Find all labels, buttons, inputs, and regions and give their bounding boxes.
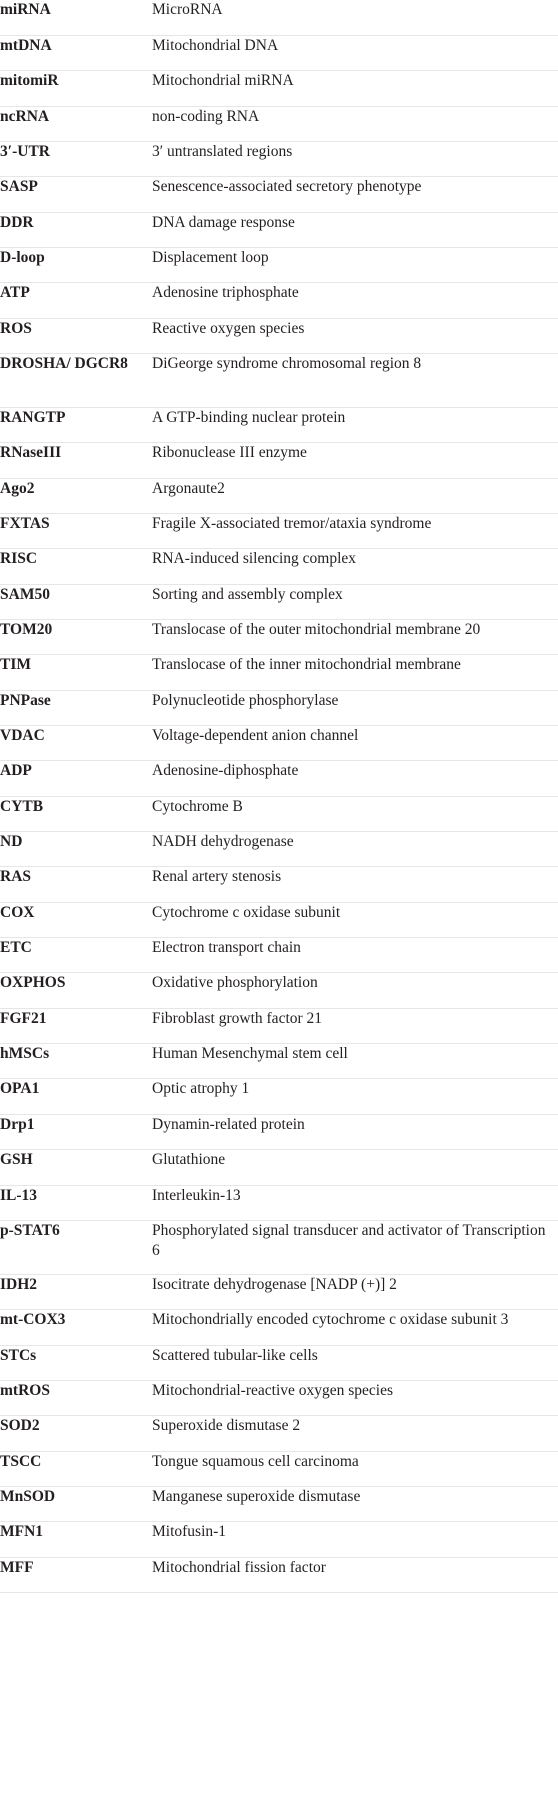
abbreviation-definition: Mitochondrial fission factor xyxy=(152,1557,558,1592)
abbreviation-term: Drp1 xyxy=(0,1114,152,1149)
table-row xyxy=(0,106,558,141)
abbreviation-definition: Scattered tubular-like cells xyxy=(152,1345,558,1380)
table-row xyxy=(0,247,558,282)
table-row xyxy=(0,212,558,247)
table-row xyxy=(0,0,558,35)
table-row xyxy=(0,283,558,318)
table-row xyxy=(0,1557,558,1592)
abbreviation-term: PNPase xyxy=(0,690,152,725)
table-row xyxy=(0,177,558,212)
abbreviation-term: SOD2 xyxy=(0,1416,152,1451)
abbreviation-definition: DNA damage response xyxy=(152,212,558,247)
abbreviation-definition: Senescence-associated secretory phenotype xyxy=(152,177,558,212)
table-row xyxy=(0,1310,558,1345)
table-row xyxy=(0,71,558,106)
table-row xyxy=(0,513,558,548)
table-row xyxy=(0,141,558,176)
abbreviation-definition: Fibroblast growth factor 21 xyxy=(152,1008,558,1043)
abbreviation-definition: Mitofusin-1 xyxy=(152,1522,558,1557)
table-row xyxy=(0,690,558,725)
abbreviation-term: MnSOD xyxy=(0,1486,152,1521)
abbreviation-definition: NADH dehydrogenase xyxy=(152,832,558,867)
table-row xyxy=(0,318,558,353)
abbreviation-definition: Displacement loop xyxy=(152,247,558,282)
table-row xyxy=(0,1220,558,1274)
abbreviation-definition: Adenosine triphosphate xyxy=(152,283,558,318)
abbreviation-definition: Manganese superoxide dismutase xyxy=(152,1486,558,1521)
table-row xyxy=(0,796,558,831)
abbreviation-definition: Superoxide dismutase 2 xyxy=(152,1416,558,1451)
abbreviation-definition: Optic atrophy 1 xyxy=(152,1079,558,1114)
abbreviation-definition: Voltage-dependent anion channel xyxy=(152,726,558,761)
abbreviation-term: RANGTP xyxy=(0,407,152,442)
abbreviation-definition: Mitochondrially encoded cytochrome c oxidase subunit 3 xyxy=(152,1310,558,1345)
abbreviation-definition: Glutathione xyxy=(152,1150,558,1185)
table-row xyxy=(0,620,558,655)
abbreviation-term: IDH2 xyxy=(0,1274,152,1309)
abbreviation-definition: Renal artery stenosis xyxy=(152,867,558,902)
abbreviation-term: OXPHOS xyxy=(0,973,152,1008)
abbreviation-definition: Ribonuclease III enzyme xyxy=(152,443,558,478)
abbreviation-term: SAM50 xyxy=(0,584,152,619)
abbreviation-definition: Adenosine-diphosphate xyxy=(152,761,558,796)
abbreviation-definition: Reactive oxygen species xyxy=(152,318,558,353)
table-row xyxy=(0,1380,558,1415)
table-row xyxy=(0,407,558,442)
table-row xyxy=(0,1345,558,1380)
abbreviation-term: SASP xyxy=(0,177,152,212)
table-row xyxy=(0,1416,558,1451)
abbreviation-definition: Dynamin-related protein xyxy=(152,1114,558,1149)
abbreviation-definition: Argonaute2 xyxy=(152,478,558,513)
abbreviation-definition: 3′ untranslated regions xyxy=(152,141,558,176)
table-row xyxy=(0,1008,558,1043)
abbreviation-term: mt-COX3 xyxy=(0,1310,152,1345)
table-row xyxy=(0,1185,558,1220)
abbreviation-term: IL-13 xyxy=(0,1185,152,1220)
abbreviation-term: ETC xyxy=(0,938,152,973)
abbreviation-definition: Oxidative phosphorylation xyxy=(152,973,558,1008)
table-row xyxy=(0,832,558,867)
abbreviation-term: ROS xyxy=(0,318,152,353)
table-row xyxy=(0,353,558,407)
table-row xyxy=(0,443,558,478)
table-row xyxy=(0,1114,558,1149)
abbreviation-term: GSH xyxy=(0,1150,152,1185)
abbreviation-term: FXTAS xyxy=(0,513,152,548)
abbreviation-term: D-loop xyxy=(0,247,152,282)
abbreviation-definition: Human Mesenchymal stem cell xyxy=(152,1044,558,1079)
abbreviation-definition: Translocase of the outer mitochondrial membrane 20 xyxy=(152,620,558,655)
table-row xyxy=(0,938,558,973)
table-row xyxy=(0,973,558,1008)
abbreviation-definition: Translocase of the inner mitochondrial membrane xyxy=(152,655,558,690)
abbreviation-definition: Tongue squamous cell carcinoma xyxy=(152,1451,558,1486)
abbreviation-term: p-STAT6 xyxy=(0,1220,152,1274)
abbreviation-term: TSCC xyxy=(0,1451,152,1486)
abbreviation-term: miRNA xyxy=(0,0,152,35)
table-row xyxy=(0,1274,558,1309)
table-row xyxy=(0,1522,558,1557)
abbreviation-term: TIM xyxy=(0,655,152,690)
table-row xyxy=(0,549,558,584)
abbreviation-definition: A GTP-binding nuclear protein xyxy=(152,407,558,442)
abbreviation-term: DDR xyxy=(0,212,152,247)
abbreviation-definition: Polynucleotide phosphorylase xyxy=(152,690,558,725)
abbreviation-term: TOM20 xyxy=(0,620,152,655)
abbreviation-definition: Cytochrome c oxidase subunit xyxy=(152,902,558,937)
abbreviation-definition: Interleukin-13 xyxy=(152,1185,558,1220)
abbreviation-term: CYTB xyxy=(0,796,152,831)
abbreviation-term: MFN1 xyxy=(0,1522,152,1557)
table-row xyxy=(0,726,558,761)
abbreviation-definition: RNA-induced silencing complex xyxy=(152,549,558,584)
table-row xyxy=(0,35,558,70)
abbreviation-definition: Cytochrome B xyxy=(152,796,558,831)
abbreviation-term: STCs xyxy=(0,1345,152,1380)
abbreviation-term: ATP xyxy=(0,283,152,318)
abbreviation-definition: Electron transport chain xyxy=(152,938,558,973)
abbreviation-term: ncRNA xyxy=(0,106,152,141)
abbreviation-definition: Mitochondrial miRNA xyxy=(152,71,558,106)
abbreviation-term: ADP xyxy=(0,761,152,796)
table-row xyxy=(0,902,558,937)
abbreviation-definition: Isocitrate dehydrogenase [NADP (+)] 2 xyxy=(152,1274,558,1309)
abbreviation-term: hMSCs xyxy=(0,1044,152,1079)
table-row xyxy=(0,1044,558,1079)
table-row xyxy=(0,761,558,796)
table-row xyxy=(0,584,558,619)
abbreviation-definition: Sorting and assembly complex xyxy=(152,584,558,619)
abbreviation-definition: non-coding RNA xyxy=(152,106,558,141)
table-row xyxy=(0,867,558,902)
abbreviation-definition: MicroRNA xyxy=(152,0,558,35)
abbreviation-definition: Mitochondrial DNA xyxy=(152,35,558,70)
table-row xyxy=(0,655,558,690)
abbreviation-term: FGF21 xyxy=(0,1008,152,1043)
abbreviation-term: mtDNA xyxy=(0,35,152,70)
abbreviation-term: VDAC xyxy=(0,726,152,761)
abbreviation-term: MFF xyxy=(0,1557,152,1592)
abbreviation-term: 3′-UTR xyxy=(0,141,152,176)
abbreviation-term: RAS xyxy=(0,867,152,902)
table-row xyxy=(0,1451,558,1486)
abbreviation-definition: DiGeorge syndrome chromosomal region 8 xyxy=(152,353,558,407)
abbreviation-term: Ago2 xyxy=(0,478,152,513)
table-row xyxy=(0,1150,558,1185)
abbreviation-definition: Mitochondrial-reactive oxygen species xyxy=(152,1380,558,1415)
abbreviation-term: mtROS xyxy=(0,1380,152,1415)
abbreviation-definition: Fragile X-associated tremor/ataxia syndrome xyxy=(152,513,558,548)
table-row xyxy=(0,478,558,513)
abbreviation-term: RISC xyxy=(0,549,152,584)
table-row xyxy=(0,1079,558,1114)
abbreviation-term: ND xyxy=(0,832,152,867)
abbreviation-term: RNaseIII xyxy=(0,443,152,478)
abbreviation-term: DROSHA/ DGCR8 xyxy=(0,353,152,407)
table-row xyxy=(0,1486,558,1521)
abbreviation-term: COX xyxy=(0,902,152,937)
abbreviation-term: mitomiR xyxy=(0,71,152,106)
abbreviation-definition: Phosphorylated signal transducer and activator of Transcription 6 xyxy=(152,1220,558,1274)
abbreviation-term: OPA1 xyxy=(0,1079,152,1114)
